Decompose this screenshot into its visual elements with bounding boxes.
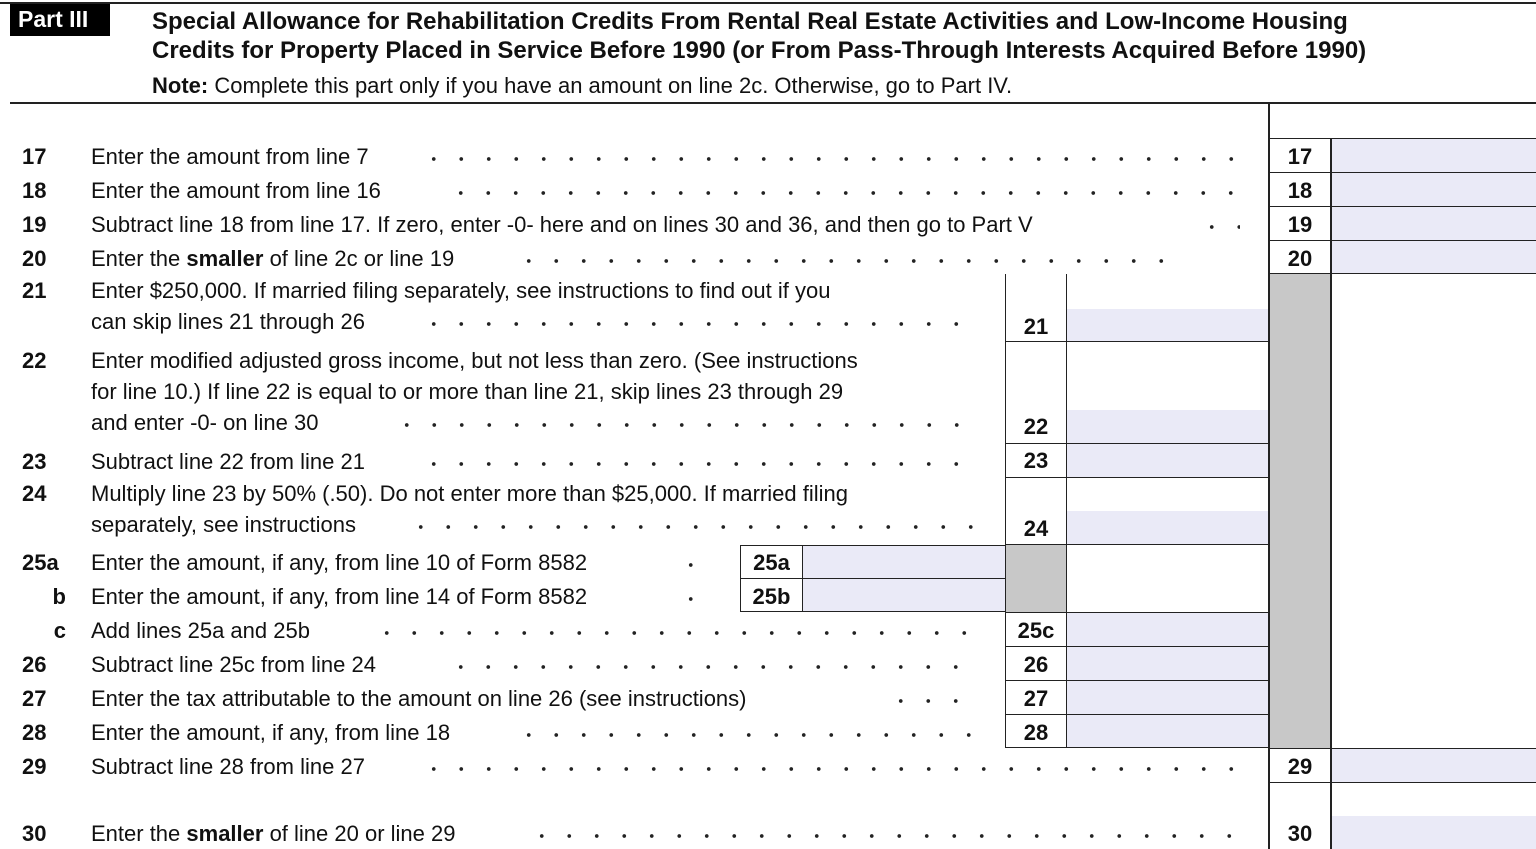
leader-dots: [887, 691, 980, 711]
line-box-label: 28: [1023, 720, 1049, 745]
line-number: 18: [22, 178, 47, 203]
leader-dots: [515, 725, 980, 745]
line-20-input[interactable]: [1332, 241, 1536, 273]
line-23-input[interactable]: [1067, 444, 1268, 477]
line-box-label: 24: [1023, 516, 1049, 541]
leader-dots: [515, 251, 1175, 271]
leader-dots: [393, 415, 980, 435]
part-label: Part III: [10, 2, 110, 36]
line-23-text: Subtract line 22 from line 21: [91, 449, 365, 474]
line-25b-text: Enter the amount, if any, from line 14 of Form 8582: [91, 584, 588, 609]
line-30-text-post: of line 20 or line 29: [263, 821, 456, 846]
leader-dots: [420, 454, 980, 474]
line-29-input[interactable]: [1332, 749, 1536, 782]
line-box-label: 22: [1023, 414, 1049, 439]
line-27-input[interactable]: [1067, 681, 1268, 714]
line-24-input[interactable]: [1067, 511, 1268, 544]
line-28-text: Enter the amount, if any, from line 18: [91, 720, 451, 745]
line-25a-input[interactable]: [803, 546, 1005, 578]
line-number: 27: [22, 686, 47, 711]
line-22-text-2: for line 10.) If line 22 is equal to or more than line 21, skip lines 23 through 29: [91, 379, 844, 404]
line-box-label: 23: [1023, 448, 1049, 473]
line-box-label: 21: [1023, 314, 1049, 339]
line-17-text: Enter the amount from line 7: [91, 144, 369, 169]
leader-dots: [373, 623, 980, 643]
line-number: 26: [22, 652, 47, 677]
line-17-input[interactable]: [1332, 139, 1536, 172]
line-25c-text: Add lines 25a and 25b: [91, 618, 310, 643]
line-box-label: 25a: [753, 550, 790, 575]
line-18-text: Enter the amount from line 16: [91, 178, 381, 203]
line-box-label: 17: [1287, 144, 1313, 169]
leader-dots: [407, 517, 980, 537]
line-number: 23: [22, 449, 47, 474]
line-20-text-pre: Enter the: [91, 246, 187, 271]
part-note: [152, 72, 1012, 100]
line-20-text: [91, 243, 454, 274]
leader-dots: [447, 657, 980, 677]
leader-dots: [677, 589, 707, 609]
leader-dots: [528, 826, 1240, 846]
line-24-text-2: separately, see instructions: [91, 512, 356, 537]
part-title-line-2: Credits for Property Placed in Service Before 1990 (or From Pass-Through Interests Acquired Before 1990): [152, 37, 1367, 64]
note-label: Note:: [152, 73, 209, 98]
line-number: 30: [22, 821, 47, 846]
line-20-text-bold: smaller: [186, 246, 264, 271]
line-box-label: 25b: [752, 584, 791, 609]
line-number: 20: [22, 246, 47, 271]
shaded-column: [1270, 274, 1330, 748]
leader-dots: [447, 183, 1240, 203]
rule: [1006, 341, 1268, 342]
shaded-25ab-area: [1006, 545, 1066, 612]
note-text: Complete this part only if you have an amount on line 2c. Otherwise, go to Part IV.: [208, 73, 1013, 98]
line-25c-input[interactable]: [1067, 613, 1268, 646]
leader-dots: [1198, 217, 1240, 237]
part-title-line-1: Special Allowance for Rehabilitation Credits From Rental Real Estate Activities and Low-Income Housing: [152, 8, 1348, 35]
rule: [1006, 747, 1268, 748]
line-number: 28: [22, 720, 47, 745]
rule: [740, 611, 1006, 612]
line-19-text: Subtract line 18 from line 17. If zero, enter -0- here and on lines 30 and 36, and then go to Part V: [91, 212, 1033, 237]
line-30-input[interactable]: [1332, 816, 1536, 849]
rule: [1006, 477, 1268, 478]
line-box-label: 25c: [1017, 618, 1055, 643]
line-26-text: Subtract line 25c from line 24: [91, 652, 376, 677]
line-number: c: [53, 618, 66, 643]
line-box-label: 27: [1023, 686, 1049, 711]
line-number: b: [52, 584, 66, 609]
line-number: 24: [22, 481, 47, 506]
leader-dots: [420, 314, 980, 334]
line-25a-text: Enter the amount, if any, from line 10 of Form 8582: [91, 550, 588, 575]
leader-dots: [677, 555, 707, 575]
line-number: 25a: [22, 550, 59, 575]
line-number: 22: [22, 348, 47, 373]
line-26-input[interactable]: [1067, 647, 1268, 680]
line-24-text-1: Multiply line 23 by 50% (.50). Do not enter more than $25,000. If married filing: [91, 481, 848, 506]
line-box-label: 29: [1287, 754, 1313, 779]
line-29-text: Subtract line 28 from line 27: [91, 754, 365, 779]
line-box-label: 20: [1287, 246, 1313, 271]
line-number: 21: [22, 278, 47, 303]
top-rule: [0, 2, 1536, 4]
line-28-input[interactable]: [1067, 715, 1268, 747]
line-27-text: Enter the tax attributable to the amount on line 26 (see instructions): [91, 686, 747, 711]
line-box-label: 26: [1023, 652, 1049, 677]
leader-dots: [420, 149, 1240, 169]
rule: [1270, 782, 1536, 783]
line-box-label: 30: [1287, 821, 1313, 846]
line-25b-input[interactable]: [803, 579, 1005, 611]
line-18-input[interactable]: [1332, 173, 1536, 206]
line-30-text: [91, 818, 455, 849]
line-22-input[interactable]: [1067, 410, 1268, 443]
line-21-text-2: can skip lines 21 through 26: [91, 309, 365, 334]
rule: [1006, 544, 1268, 545]
line-21-text-1: Enter $250,000. If married filing separately, see instructions to find out if you: [91, 278, 831, 303]
line-number: 17: [22, 144, 47, 169]
line-20-text-post: of line 2c or line 19: [263, 246, 455, 271]
line-19-input[interactable]: [1332, 207, 1536, 240]
line-box-label: 18: [1287, 178, 1313, 203]
line-number: 19: [22, 212, 47, 237]
line-22-text-3: and enter -0- on line 30: [91, 410, 319, 435]
line-number: 29: [22, 754, 47, 779]
line-30-text-pre: Enter the: [91, 821, 187, 846]
line-30-text-bold: smaller: [186, 821, 264, 846]
leader-dots: [420, 759, 1240, 779]
line-21-input[interactable]: [1067, 309, 1268, 341]
rule: [1270, 273, 1536, 274]
header-rule: [10, 102, 1536, 104]
line-box-label: 19: [1287, 212, 1313, 237]
line-22-text-1: Enter modified adjusted gross income, but not less than zero. (See instructions: [91, 348, 858, 373]
